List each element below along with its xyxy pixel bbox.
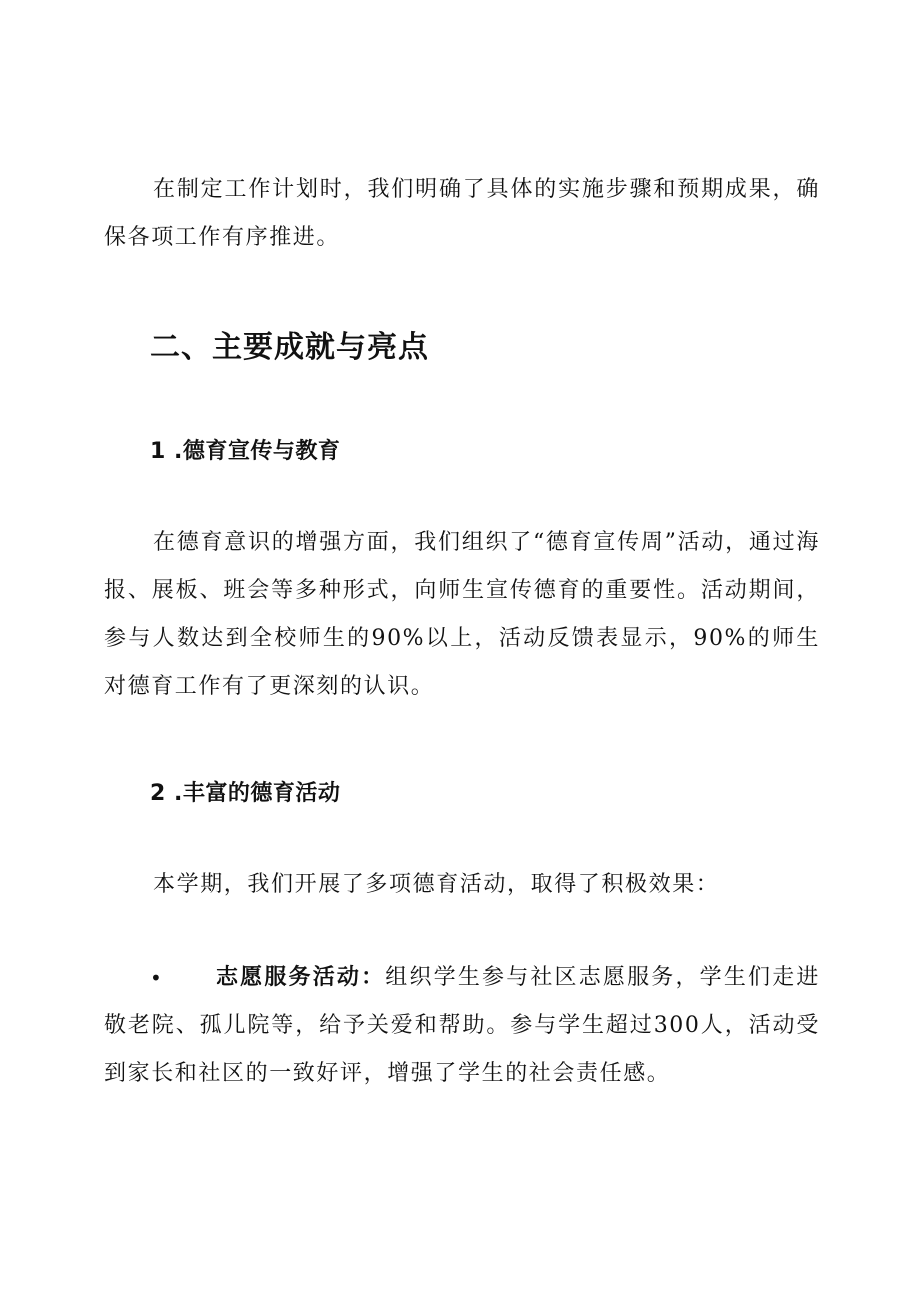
bullet-text: 组织学生参与社区志愿服务，学生们走进敬老院、孤儿院等，给予关爱和帮助。参与学生超过300人，活动受到家长和社区的一致好评，增强了学生的社会责任感。: [104, 965, 820, 1086]
intro-paragraph: 在制定工作计划时，我们明确了具体的实施步骤和预期成果，确保各项工作有序推进。: [104, 177, 820, 250]
subsection-1-heading: 1 .德育宣传与教育: [150, 439, 341, 464]
bullet-marker: •: [150, 966, 164, 990]
subsection-1-paragraph: 在德育意识的增强方面，我们组织了“德育宣传周”活动，通过海报、展板、班会等多种形式，向师生宣传德育的重要性。活动期间，参与人数达到全校师生的90%以上，活动反馈表显示，90%的师生对德育工作有了更深刻的认识。: [104, 530, 820, 699]
subsection-2-heading: 2 .丰富的德育活动: [150, 781, 341, 806]
subsection-2-intro: 本学期，我们开展了多项德育活动，取得了积极效果：: [153, 872, 720, 897]
section-heading: 二、主要成就与亮点: [150, 330, 429, 365]
bullet-item: [104, 954, 820, 1098]
bullet-lead: 志愿服务活动：: [216, 965, 386, 990]
bullet-body: [104, 954, 820, 1098]
